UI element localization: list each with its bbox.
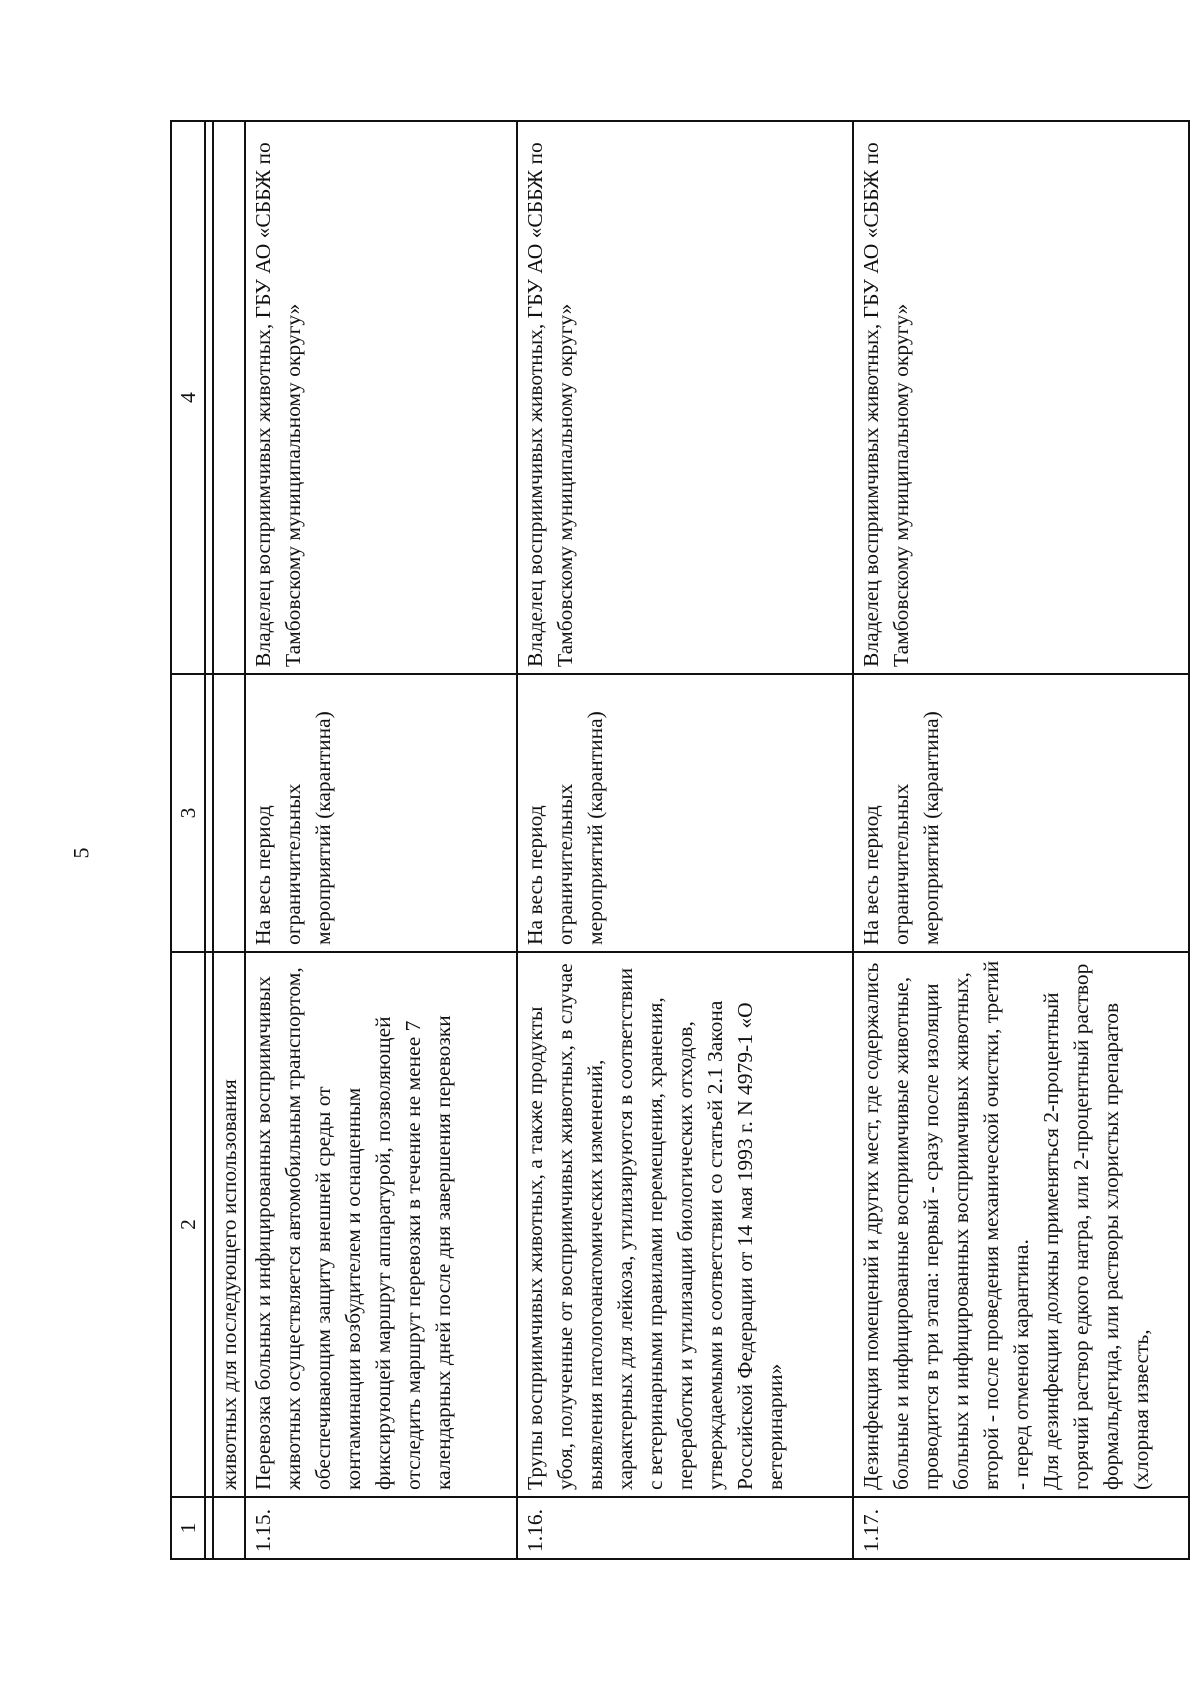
continuation-period-cell <box>213 674 245 952</box>
row-responsible: Владелец восприимчивых животных, ГБУ АО «СББЖ по Тамбовскому муниципальному округу» <box>517 121 853 674</box>
spacer-row <box>205 121 213 1559</box>
spacer-cell <box>205 121 213 674</box>
header-row <box>171 121 205 1559</box>
spacer-cell <box>205 952 213 1497</box>
row-measure-cell <box>853 952 1189 1497</box>
row-responsible: Владелец восприимчивых животных, ГБУ АО «СББЖ по Тамбовскому муниципальному округу» <box>853 121 1189 674</box>
continuation-text: животных для последующего использования <box>213 952 245 1497</box>
header-col-4: 4 <box>171 121 205 674</box>
spacer-cell <box>205 674 213 952</box>
row-measure-extra: Для дезинфекции должны применяться 2-процентный горячий раствор едкого натра, или 2-процентный раствор формальдегида, или растворы хлористых препаратов (хлорная известь, <box>1039 963 1153 1490</box>
table-row <box>517 121 853 1559</box>
continuation-num-cell <box>213 1497 245 1559</box>
row-responsible: Владелец восприимчивых животных, ГБУ АО «СББЖ по Тамбовскому муниципальному округу» <box>245 121 517 674</box>
row-number: 1.16. <box>517 1497 853 1559</box>
table-row <box>245 121 517 1559</box>
row-number: 1.17. <box>853 1497 1189 1559</box>
measures-table <box>170 120 1190 1560</box>
continuation-responsible-cell <box>213 121 245 674</box>
header-col-2: 2 <box>171 952 205 1497</box>
row-period: На весь период ограничительных мероприятий (карантина) <box>853 674 1189 952</box>
row-measure: Перевозка больных и инфицированных восприимчивых животных осуществляется автомобильным транспортом, обеспечивающим защиту внешней среды от контаминации возбудителем и оснащенным фиксирующей маршрут аппаратурой, позволяющей отследить маршрут перевозки в течение не менее 7 календарных дней после дня завершения перевозки <box>245 952 517 1497</box>
row-period: На весь период ограничительных мероприятий (карантина) <box>517 674 853 952</box>
row-measure: Трупы восприимчивых животных, а также продукты убоя, полученные от восприимчивых животных, в случае выявления патологоанатомических изменений, характерных для лейкоза, утилизируются в соответствии с ветеринарными правилами перемещения, хранения, переработки и утилизации биологических отходов, утверждаемыми в соответствии со статьей 2.1 Закона Российской Федерации от 14 мая 1993 г. N 4979-1 «О ветеринарии» <box>517 952 853 1497</box>
rotated-table-wrapper <box>170 120 1200 1560</box>
header-col-1: 1 <box>171 1497 205 1559</box>
spacer-cell <box>205 1497 213 1559</box>
row-number: 1.15. <box>245 1497 517 1559</box>
table-row <box>853 121 1189 1559</box>
page-number: 5 <box>68 847 94 859</box>
row-period: На весь период ограничительных мероприятий (карантина) <box>245 674 517 952</box>
row-measure: Дезинфекция помещений и других мест, где содержались больные и инфицированные восприимчивые животные, проводится в три этапа: первый - сразу после изоляции больных и инфицированных восприимчивых животных, второй - после проведения механической очистки, третий - перед отменой карантина. <box>859 960 1033 1490</box>
continuation-row <box>213 121 245 1559</box>
header-col-3: 3 <box>171 674 205 952</box>
